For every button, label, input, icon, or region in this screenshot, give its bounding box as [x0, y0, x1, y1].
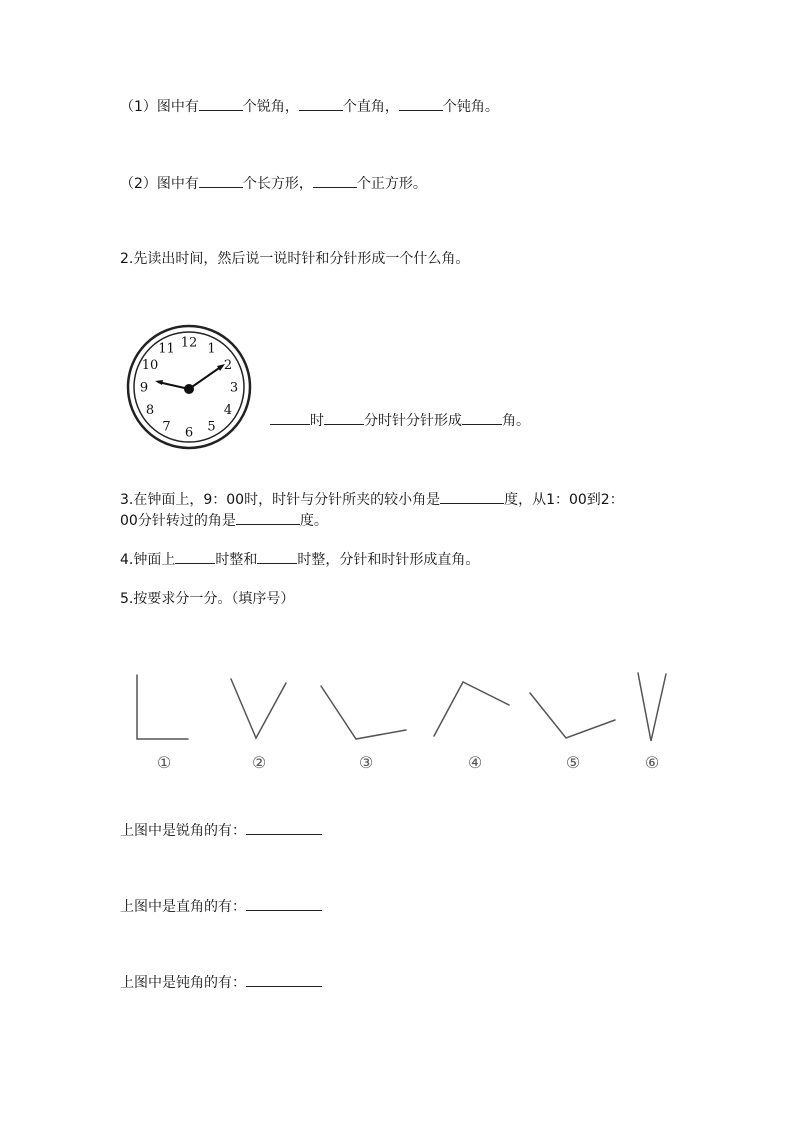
angle-label-6: ⑥ [644, 753, 660, 772]
rectangle-count-blank[interactable] [199, 173, 243, 188]
angle-label-3: ③ [358, 753, 374, 772]
q1-part1-seg3: 个钝角。 [442, 99, 499, 115]
clock-number-12: 12 [180, 335, 198, 351]
angle-3-obtuse [321, 686, 406, 739]
q3-line2-text2: 度。 [299, 513, 328, 529]
angle-label-2: ② [251, 753, 267, 772]
angle-2-acute [231, 679, 286, 738]
nine-oclock-angle-blank[interactable] [440, 489, 504, 504]
acute-answer-line [120, 820, 322, 841]
q4-blank-1[interactable] [175, 549, 215, 564]
q3-line1 [120, 489, 624, 510]
right-answer-line [120, 896, 322, 917]
q4-text2: 时整和 [215, 552, 258, 568]
acute-count-blank[interactable] [199, 96, 243, 111]
right-label: 上图中是直角的有： [120, 899, 246, 915]
hour-blank[interactable] [270, 410, 310, 425]
angle-type-blank[interactable] [462, 410, 502, 425]
q4-blank-2[interactable] [257, 549, 297, 564]
obtuse-answer-line [120, 972, 322, 993]
q1-part2-seg1: 个长方形， [242, 176, 313, 192]
clock-number-6: 6 [184, 425, 194, 441]
clock-number-10: 10 [141, 358, 159, 373]
angle-label-5: ⑤ [565, 753, 581, 772]
clock-number-4: 4 [223, 403, 233, 418]
q3-line2-text1: 00分针转过的角是 [120, 513, 236, 529]
clock-number-3: 3 [229, 380, 239, 396]
q3-line2 [120, 510, 328, 531]
clock-number-11: 11 [158, 341, 175, 357]
q1-part1-seg1: 个锐角， [242, 99, 299, 115]
angle-label-4: ④ [467, 753, 483, 772]
angle-6-acute [638, 673, 666, 741]
obtuse-label: 上图中是钝角的有： [120, 975, 246, 991]
clock-number-2: 2 [223, 358, 233, 373]
angle-figures [120, 660, 680, 780]
clock-image [125, 323, 253, 451]
q1-part1-prefix: （1）图中有 [120, 99, 199, 115]
q1-part1-seg2: 个直角， [342, 99, 399, 115]
clock-center-pin [184, 384, 194, 394]
q2-answer-line [270, 410, 530, 431]
minute-hand [189, 366, 222, 389]
q4-text1: 4.钟面上 [120, 552, 176, 568]
acute-label: 上图中是锐角的有： [120, 823, 246, 839]
q1-part2-seg2: 个正方形。 [356, 176, 427, 192]
angle-1-right [137, 675, 188, 739]
acute-answer-blank[interactable] [246, 820, 322, 835]
q4-text3: 时整，分针和时针形成直角。 [297, 552, 480, 568]
square-count-blank[interactable] [313, 173, 357, 188]
q2-answer-seg2: 分时针分针形成 [364, 413, 462, 429]
clock-number-9: 9 [139, 380, 149, 396]
right-answer-blank[interactable] [246, 896, 322, 911]
clock-number-1: 1 [207, 341, 216, 357]
minute-blank[interactable] [324, 410, 364, 425]
minute-rotation-blank[interactable] [236, 510, 300, 525]
q2-prompt: 2.先读出时间，然后说一说时针和分针形成一个什么角。 [120, 251, 470, 267]
right-count-blank[interactable] [299, 96, 343, 111]
q2-answer-seg3: 角。 [502, 413, 530, 429]
hour-hand-tip [155, 380, 163, 385]
q1-part2 [120, 173, 427, 194]
obtuse-count-blank[interactable] [399, 96, 443, 111]
q4-line [120, 549, 479, 570]
q5-prompt: 5.按要求分一分。（填序号） [120, 591, 295, 607]
q2-answer-seg1: 时 [310, 413, 324, 429]
obtuse-answer-blank[interactable] [246, 972, 322, 987]
q3-line1-text1: 3.在钟面上，9：00时，时针与分针所夹的较小角是 [120, 492, 441, 508]
angle-label-1: ① [156, 753, 172, 772]
angle-4-obtuse [434, 682, 509, 736]
clock-number-5: 5 [207, 419, 216, 435]
q3-line1-text2: 度，从1：00到2： [504, 492, 624, 508]
clock-number-7: 7 [162, 419, 171, 435]
angle-5-obtuse [530, 693, 615, 738]
clock-number-8: 8 [145, 403, 155, 418]
q1-part2-prefix: （2）图中有 [120, 176, 199, 192]
q1-part1 [120, 96, 499, 117]
